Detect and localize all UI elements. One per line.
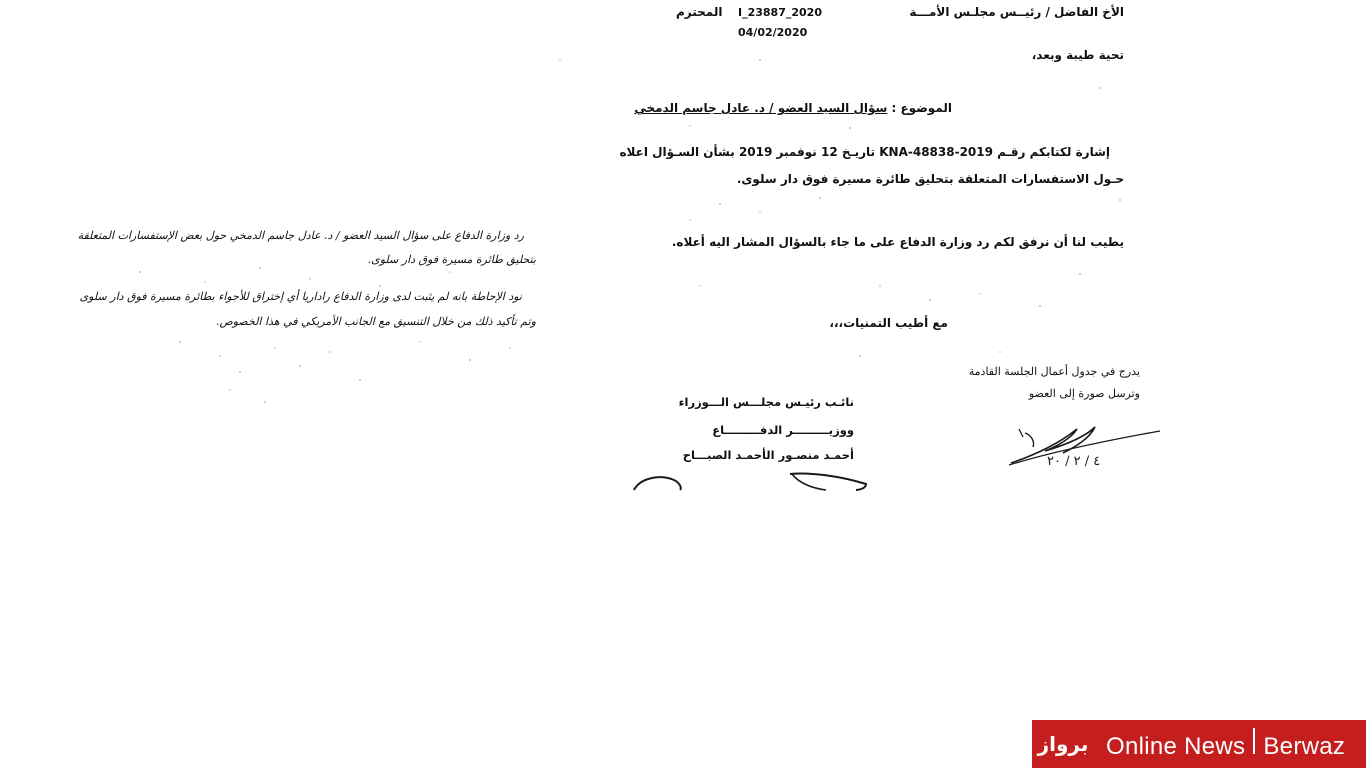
- signatory-ministry: ووزيـــــــــر الدفـــــــــاع: [712, 423, 854, 437]
- brand-name: [1106, 728, 1345, 761]
- subject-text: سؤال السيد العضو / د. عادل جاسم الدمخي: [634, 101, 888, 115]
- respected-label: المحترم: [676, 5, 723, 19]
- handwritten-signature: [1005, 415, 1165, 475]
- brand-logo: [1032, 720, 1094, 768]
- signatory-name: أحمـد منصـور الأحمـد الصبـــاح: [682, 448, 854, 462]
- signatory-title: نائـب رئيـس مجلـــس الـــوزراء: [678, 395, 854, 409]
- seal-stamp: [630, 470, 870, 492]
- subject-line: [634, 101, 952, 115]
- note-line-2: بتحليق طائرة مسيرة فوق دار سلوى.: [367, 253, 536, 266]
- note-line-3: نود الإحاطة بانه لم يثبت لدى وزارة الدفاع راداريا أي إختراق للأجواء بطائرة مسيرة فوق دار سلوى: [79, 290, 522, 303]
- brand-logo-text: برواز: [1037, 732, 1089, 756]
- closing: مع أطيب التمنيات،،،: [829, 316, 948, 330]
- note-line-4: وتم تأكيد ذلك من خلال التنسيق مع الجانب الأمريكي في هذا الخصوص.: [215, 315, 536, 328]
- handwritten-date: ٤ / ٢ / ٢٠: [1047, 454, 1101, 469]
- reference-number: I_23887_2020: [738, 6, 822, 19]
- brand-separator: [1253, 728, 1255, 754]
- addressee: الأخ الفاضل / رئيــس مجلـس الأمـــة: [909, 5, 1124, 19]
- body-line-1: إشارة لكتابكم رقـم KNA-48838-2019 تاريـخ 12 نوفمبر 2019 بشأن السـؤال اعلاه: [619, 145, 1110, 159]
- brand-name-part-1: Online News: [1106, 732, 1246, 760]
- brand-watermark: [1032, 720, 1366, 768]
- greeting: تحية طيبة وبعد،: [1031, 48, 1124, 62]
- brand-name-part-2: Berwaz: [1263, 732, 1346, 760]
- reference-date: 04/02/2020: [738, 26, 808, 39]
- body-line-2: حـول الاستفسارات المتعلقة بتحليق طائرة مسيرة فوق دار سلوى.: [736, 172, 1124, 186]
- annotation-line-2: وترسل صورة إلى العضو: [1028, 387, 1140, 400]
- annotation-line-1: يدرج في جدول أعمال الجلسة القادمة: [968, 365, 1140, 378]
- subject-label: الموضوع :: [891, 101, 952, 115]
- body-line-3: يطيب لنا أن نرفق لكم رد وزارة الدفاع على ما جاء بالسؤال المشار اليه أعلاه.: [671, 235, 1124, 249]
- note-line-1: رد وزارة الدفاع على سؤال السيد العضو / د. عادل جاسم الدمخي حول بعض الإستفسارات المتعلقة: [77, 229, 524, 242]
